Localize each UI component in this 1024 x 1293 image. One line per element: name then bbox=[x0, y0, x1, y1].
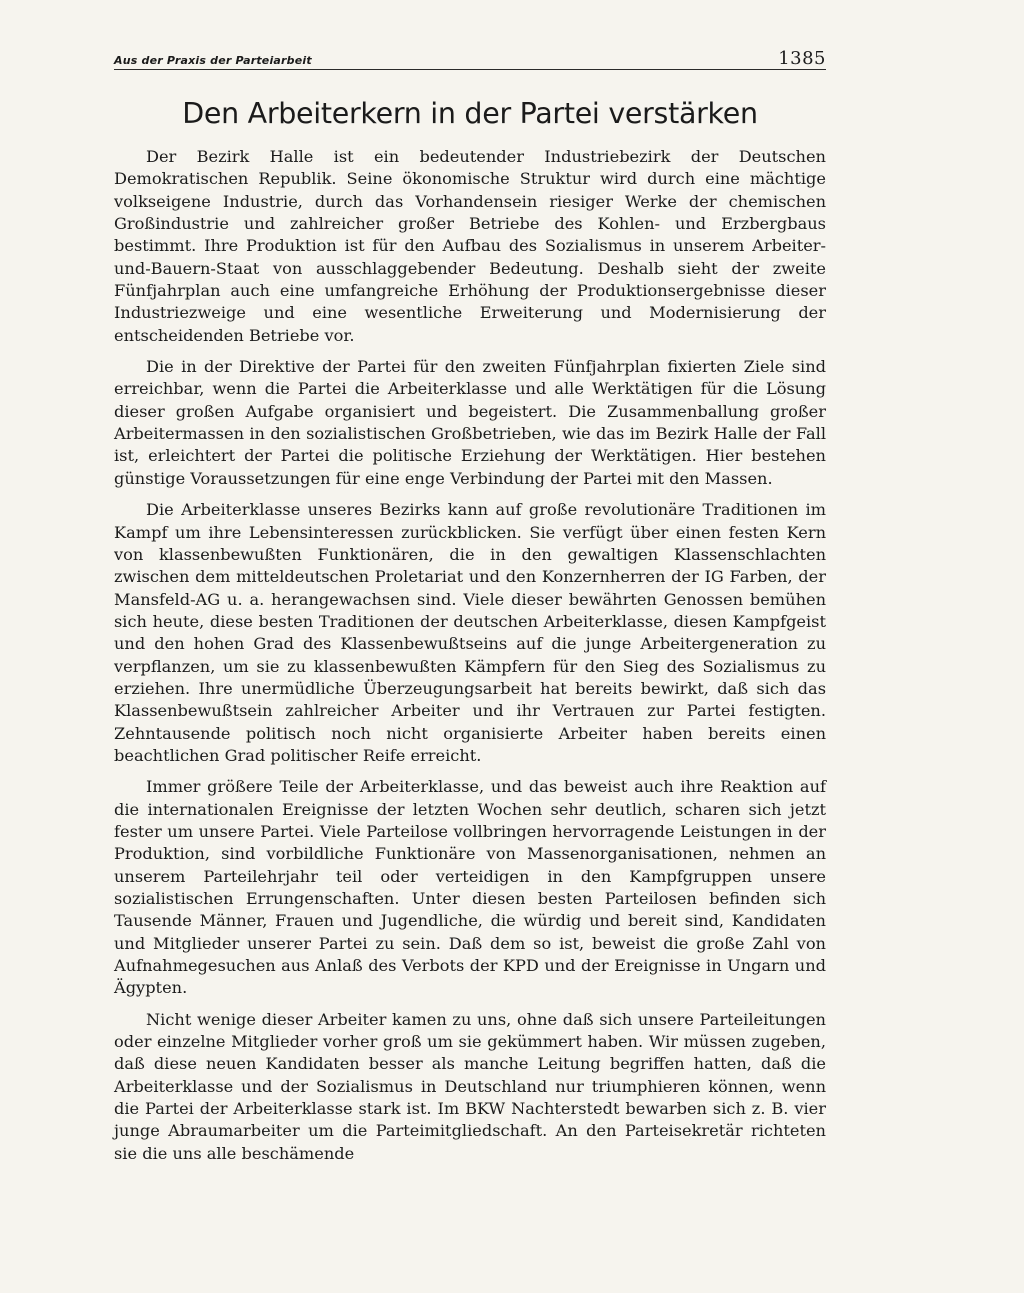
article-body bbox=[114, 146, 826, 1174]
paragraph: Der Bezirk Halle ist ein bedeutender Industriebezirk der Deutschen Demokratischen Republik. Seine ökonomische Struktur wird durch eine mächtige volkseigene Industrie, durch das Vorhandensein riesiger Werke der chemischen Großindustrie und zahlreicher großer Betriebe des Kohlen- und Erzbergbaus bestimmt. Ihre Produktion ist für den Aufbau des Sozialismus in unserem Arbeiter-und-Bauern-Staat von ausschlaggebender Bedeutung. Deshalb sieht der zweite Fünfjahrplan auch eine umfangreiche Erhöhung der Produktionsergebnisse dieser Industriezweige und eine wesentliche Erweiterung und Modernisierung der entscheidenden Betriebe vor. bbox=[114, 147, 826, 345]
header-rule bbox=[114, 69, 826, 70]
paragraph: Nicht wenige dieser Arbeiter kamen zu uns, ohne daß sich unsere Parteileitungen oder einzelne Mitglieder vorher groß um sie gekümmert haben. Wir müssen zugeben, daß diese neuen Kandidaten besser als manche Leitung begriffen hatten, daß die Arbeiterklasse und der Sozialismus in Deutschland nur triumphieren können, wenn die Partei der Arbeiterklasse stark ist. Im BKW Nachterstedt bewarben sich z. B. vier junge Abraumarbeiter um die Parteimitgliedschaft. An den Parteisekretär richteten sie die uns alle beschämende bbox=[114, 1009, 826, 1163]
page-number: 1385 bbox=[778, 48, 826, 69]
article-title: Den Arbeiterkern in der Partei verstärken bbox=[182, 97, 758, 130]
paragraph: Die Arbeiterklasse unseres Bezirks kann auf große revolutionäre Traditionen im Kampf um ihre Lebensinteressen zurückblicken. Sie verfügt über einen festen Kern von klassenbewußten Funktionären, die in den gewaltigen Klassenschlachten zwischen dem mitteldeutschen Proletariat und den Konzernherren der IG Farben, der Mansfeld-AG u. a. herangewachsen sind. Viele dieser bewährten Genossen bemühen sich heute, diese besten Traditionen der deutschen Arbeiterklasse, diesen Kampfgeist und den hohen Grad des Klassenbewußtseins auf die junge Arbeitergeneration zu verpflanzen, um sie zu klassenbewußten Kämpfern für den Sieg des Sozialismus zu erziehen. Ihre unermüdliche Überzeugungsarbeit hat bereits bewirkt, daß sich das Klassenbewußtsein zahlreicher Arbeiter und ihr Vertrauen zur Partei festigten. Zehntausende politisch noch nicht organisierte Arbeiter haben bereits einen beachtlichen Grad politischer Reife erreicht. bbox=[114, 500, 826, 765]
paragraph: Die in der Direktive der Partei für den zweiten Fünfjahrplan fixierten Ziele sind erreichbar, wenn die Partei die Arbeiterklasse und alle Werktätigen für die Lösung dieser großen Aufgabe organisiert und begeistert. Die Zusammenballung großer Arbeitermassen in den sozialistischen Großbetrieben, wie das im Bezirk Halle der Fall ist, erleichtert der Partei die politische Erziehung der Werktätigen. Hier bestehen günstige Voraussetzungen für eine enge Verbindung der Partei mit den Massen. bbox=[114, 357, 826, 488]
section-name: Aus der Praxis der Parteiarbeit bbox=[114, 54, 312, 67]
paragraph: Immer größere Teile der Arbeiterklasse, und das beweist auch ihre Reaktion auf die internationalen Ereignisse der letzten Wochen sehr deutlich, scharen sich jetzt fester um unsere Partei. Viele Parteilose vollbringen hervorragende Leistungen in der Produktion, sind vorbildliche Funktionäre von Massenorganisationen, nehmen an unserem Parteilehrjahr teil oder verteidigen in den Kampfgruppen unsere sozialistischen Errungenschaften. Unter diesen besten Parteilosen befinden sich Tausende Männer, Frauen und Jugendliche, die würdig und bereit sind, Kandidaten und Mitglieder unserer Partei zu sein. Daß dem so ist, beweist die große Zahl von Aufnahmegesuchen aus Anlaß des Verbots der KPD und der Ereignisse in Ungarn und Ägypten. bbox=[114, 777, 826, 998]
